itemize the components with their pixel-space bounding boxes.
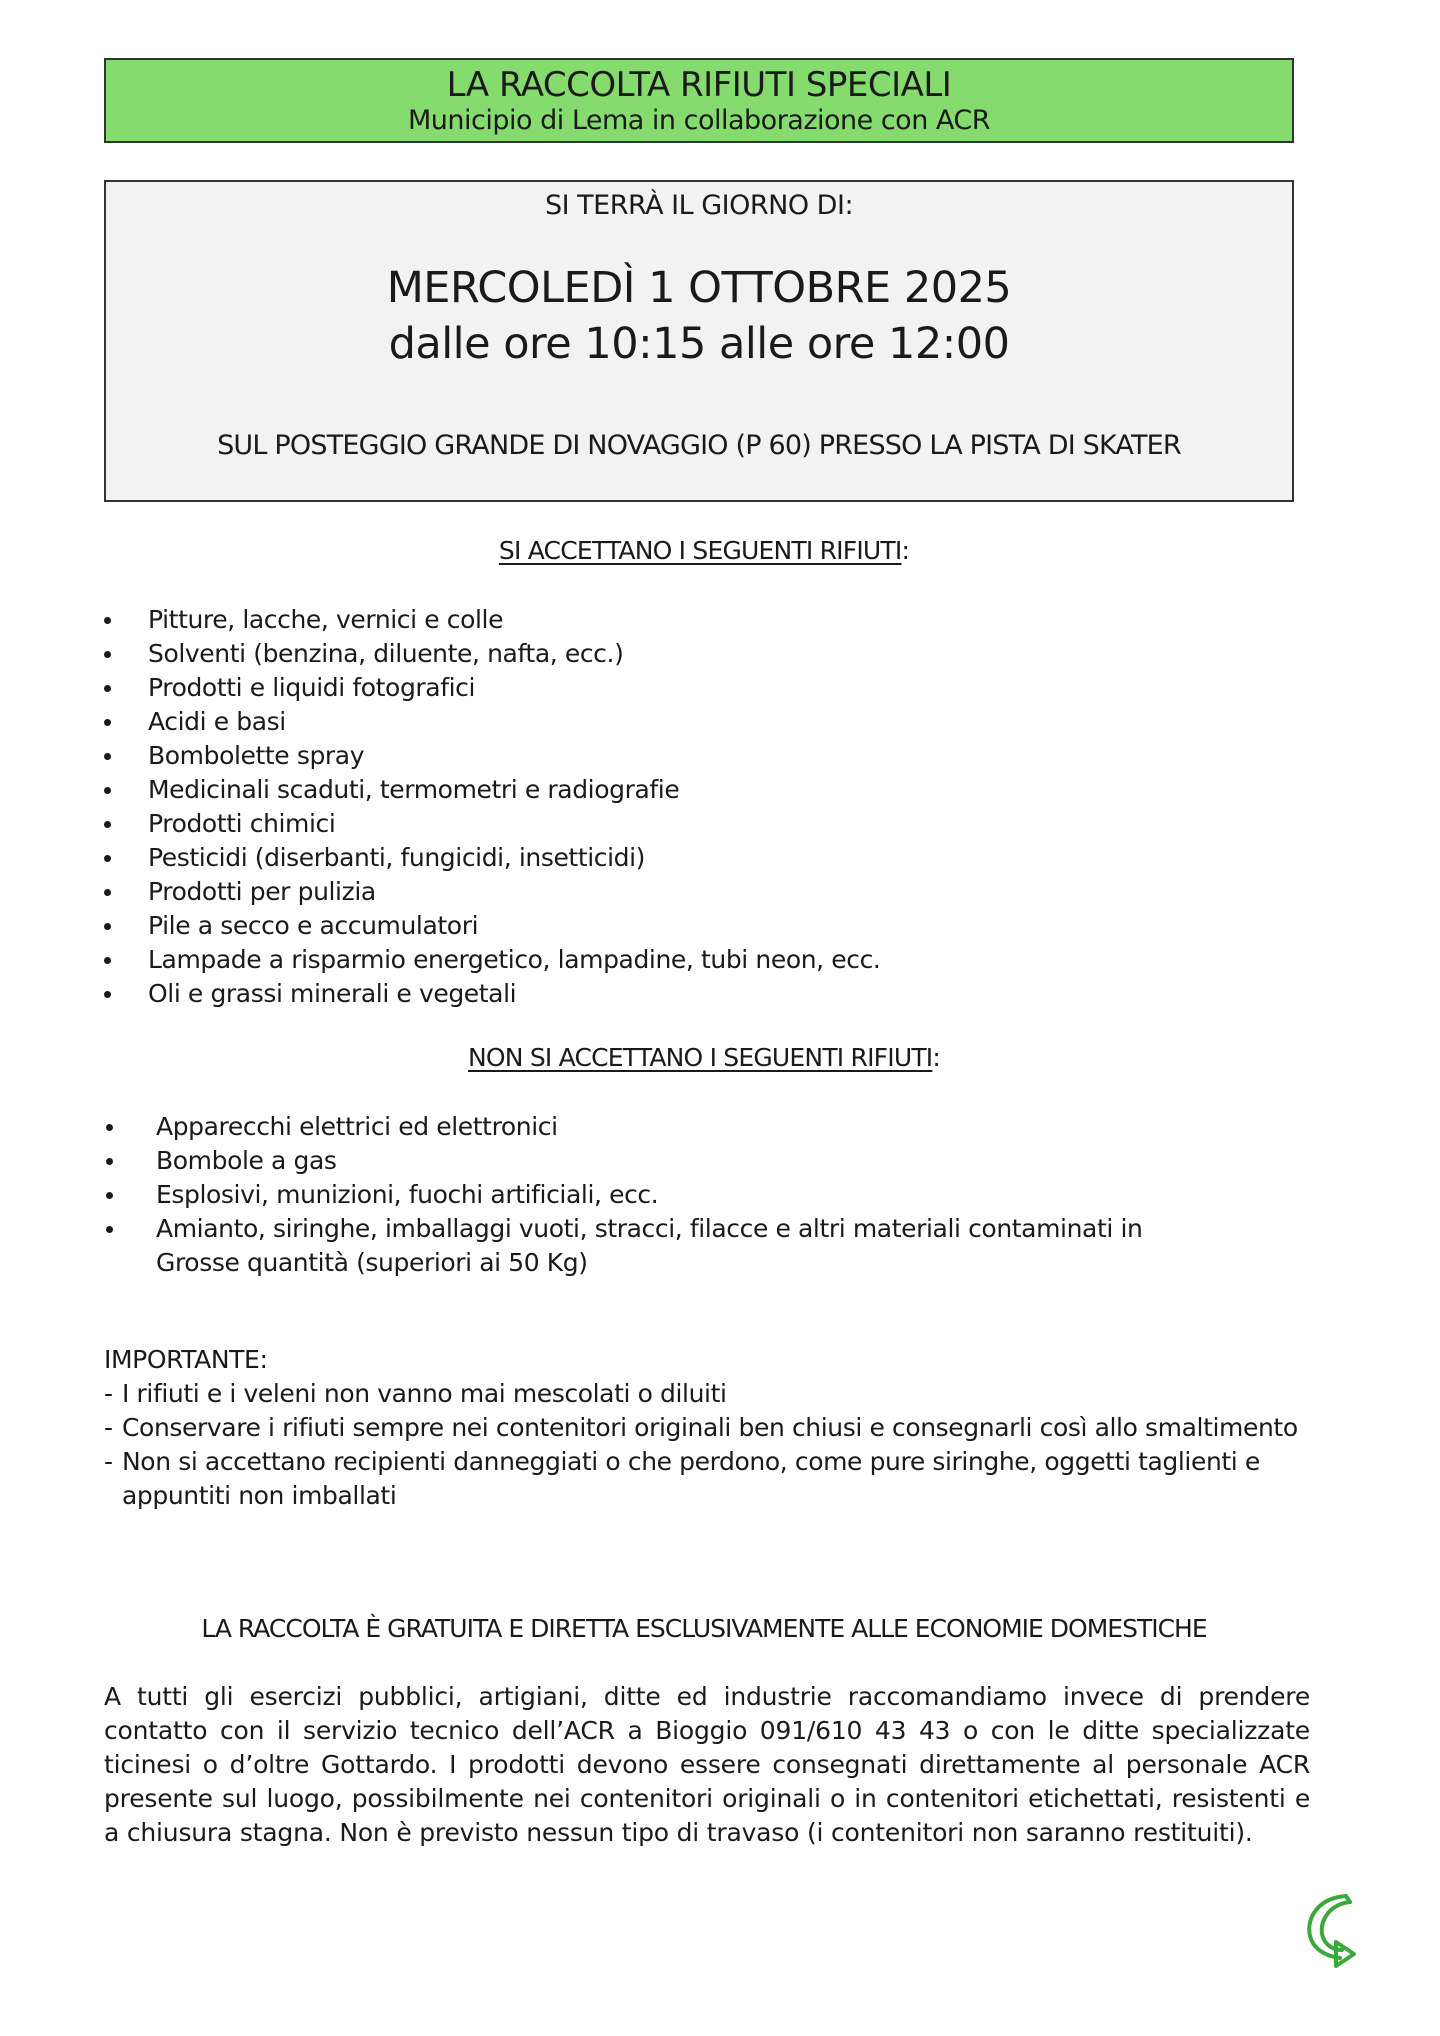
list-item: Bombolette spray [104,739,880,773]
header-banner [104,58,1294,143]
note-item: - Non si accettano recipienti danneggiati o che perdono, come pure siringhe, oggetti taglienti e appuntiti non imballati [104,1447,1260,1510]
list-item: Prodotti chimici [104,807,880,841]
list-item: Solventi (benzina, diluente, nafta, ecc.) [104,637,880,671]
list-item: Prodotti e liquidi fotografici [104,671,880,705]
list-item: Oli e grassi minerali e vegetali [104,977,880,1011]
event-date: MERCOLEDÌ 1 OTTOBRE 2025 [386,263,1012,313]
page-title: LA RACCOLTA RIFIUTI SPECIALI [446,65,952,105]
list-item: Esplosivi, munizioni, fuochi artificiali, ecc. [104,1178,1142,1212]
list-item: Bombole a gas [104,1144,1142,1178]
accepted-heading: SI ACCETTANO I SEGUENTI RIFIUTI: [498,536,910,565]
list-item: Pesticidi (diserbanti, fungicidi, insetticidi) [104,841,880,875]
event-time: dalle ore 10:15 alle ore 12:00 [388,319,1010,369]
list-item: Apparecchi elettrici ed elettronici [104,1110,1142,1144]
refused-list [104,1110,1142,1280]
list-item: Lampade a risparmio energetico, lampadine, tubi neon, ecc. [104,943,880,977]
list-item: Amianto, siringhe, imballaggi vuoti, stracci, filacce e altri materiali contaminati in [104,1212,1142,1246]
free-notice: LA RACCOLTA È GRATUITA E DIRETTA ESCLUSIVAMENTE ALLE ECONOMIE DOMESTICHE [201,1614,1207,1643]
page-subtitle: Municipio di Lema in collaborazione con ACR [407,105,991,136]
list-item: Prodotti per pulizia [104,875,880,909]
event-intro: SI TERRÀ IL GIORNO DI: [544,190,854,221]
refused-heading: NON SI ACCETTANO I SEGUENTI RIFIUTI: [468,1043,940,1072]
list-item-continuation: Grosse quantità (superiori ai 50 Kg) [156,1248,588,1277]
note-item: - Conservare i rifiuti sempre nei contenitori originali ben chiusi e consegnarli così allo smaltimento [104,1413,1298,1442]
important-notes [104,1343,1304,1513]
recycle-arrow-icon [1300,1888,1364,1968]
accepted-list [104,603,880,1011]
list-item: Pitture, lacche, vernici e colle [104,603,880,637]
list-item: Pile a secco e accumulatori [104,909,880,943]
event-info-box [104,180,1294,502]
note-item: - I rifiuti e i veleni non vanno mai mescolati o diluiti [104,1379,727,1408]
event-location: SUL POSTEGGIO GRANDE DI NOVAGGIO (P 60) PRESSO LA PISTA DI SKATER [217,430,1181,461]
important-title: IMPORTANTE: [104,1345,268,1374]
list-item: Acidi e basi [104,705,880,739]
list-item: Medicinali scaduti, termometri e radiografie [104,773,880,807]
info-paragraph: A tutti gli esercizi pubblici, artigiani, ditte ed industrie raccomandiamo invece di prendere contatto con il servizio tecnico dell’ACR a Bioggio 091/610 43 43 o con le ditte specializzate ticinesi o d’oltre Gottardo. I prodotti devono essere consegnati direttamente al personale ACR presente sul luogo, possibilmente nei contenitori originali o in contenitori etichettati, resistenti e a chiusura stagna. Non è previsto nessun tipo di travaso (i contenitori non saranno restituiti). [104,1682,1310,1847]
